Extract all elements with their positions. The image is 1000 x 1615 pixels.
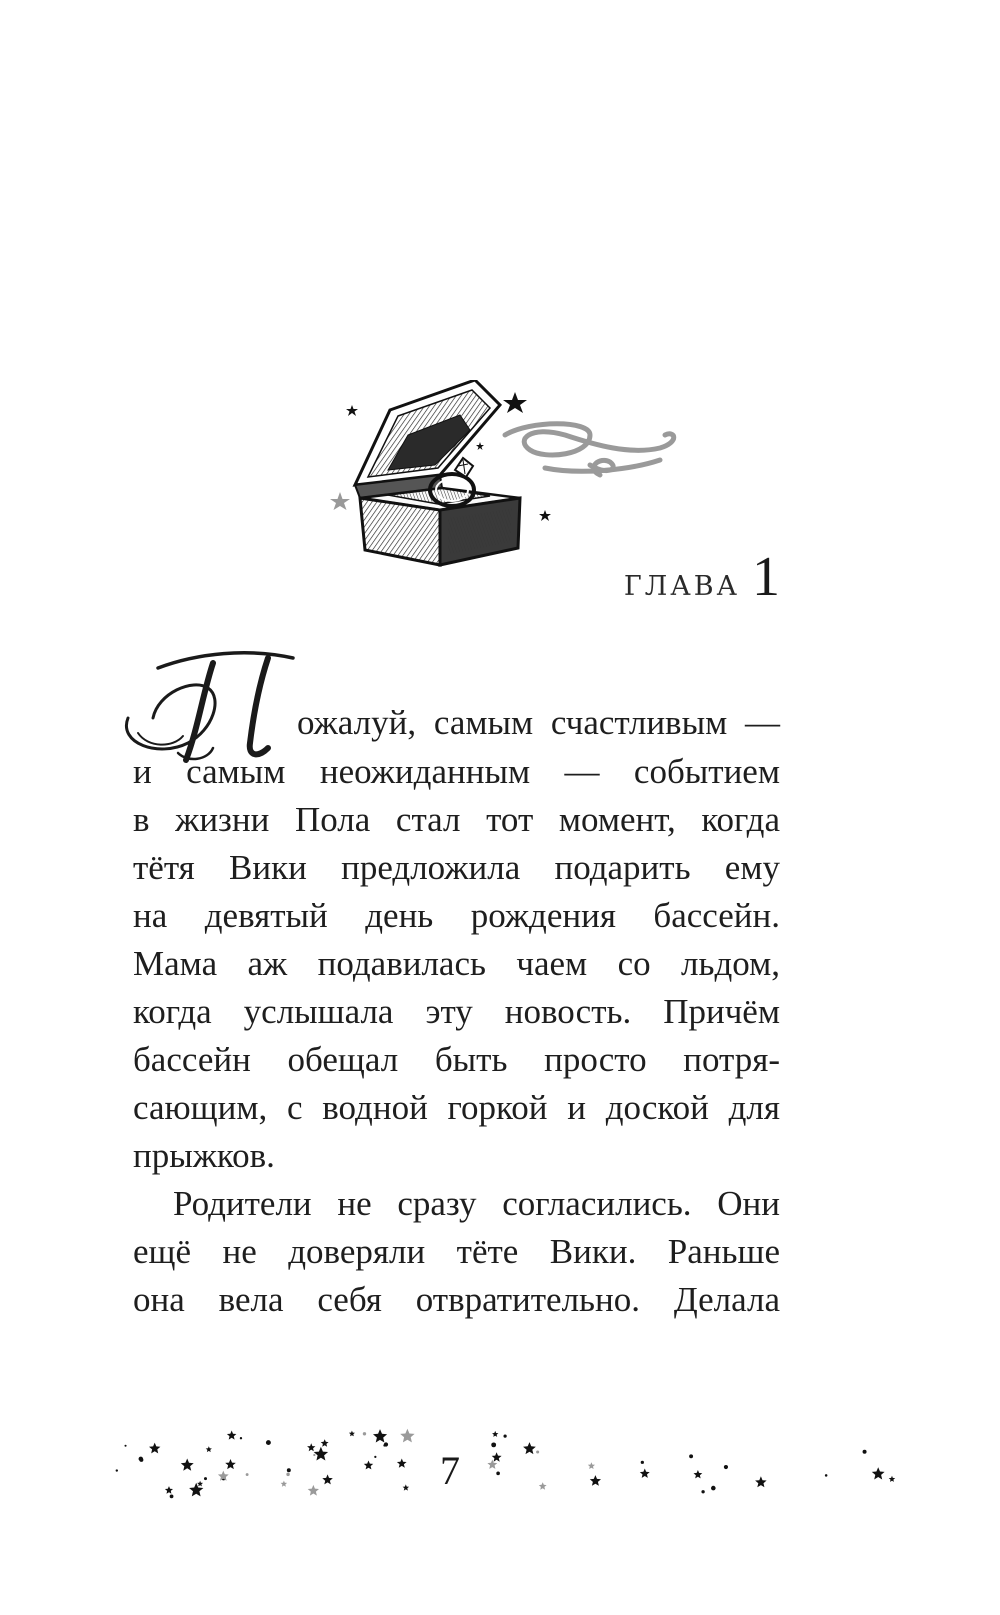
dot-ornament [863, 1450, 867, 1454]
dot-ornament [374, 1456, 376, 1458]
star-icon [590, 1475, 601, 1486]
drop-cap [118, 648, 308, 768]
star-icon [487, 1460, 497, 1469]
dot-ornament [266, 1440, 271, 1445]
text-line: и самым неожиданным — событием [133, 752, 780, 791]
dot-ornament [383, 1444, 385, 1446]
text-line: Мама аж подавилась чаем со льдом, [133, 944, 780, 983]
chapter-number: 1 [752, 546, 780, 608]
star-icon [640, 1469, 650, 1478]
dot-ornament [641, 1461, 644, 1464]
star-icon [149, 1443, 160, 1454]
star-icon [346, 405, 358, 416]
star-icon [400, 1429, 414, 1443]
text-line: ожалуй, самым счастливым — [297, 703, 780, 742]
star-icon [308, 1485, 319, 1496]
star-icon [889, 1476, 896, 1482]
star-icon [492, 1431, 498, 1437]
text-line: на девятый день рождения бассейн. [133, 896, 780, 935]
star-icon [476, 442, 484, 450]
star-icon [225, 1459, 236, 1469]
star-icon [755, 1476, 767, 1487]
dot-ornament [701, 1490, 704, 1493]
star-icon [181, 1459, 194, 1471]
star-icon [539, 510, 551, 521]
star-icon [872, 1467, 885, 1479]
dot-ornament [825, 1474, 828, 1477]
footer-stars-ornament [90, 1410, 910, 1520]
page-number: 7 [440, 1448, 460, 1493]
star-icon [314, 1447, 328, 1461]
flourish-ornament [505, 424, 674, 475]
star-icon [322, 1474, 333, 1484]
star-icon [694, 1470, 703, 1478]
text-line: тётя Вики предложила подарить ему [133, 848, 780, 887]
dot-ornament [724, 1465, 728, 1469]
star-icon [523, 1442, 536, 1454]
text-line: Родители не сразу согласились. Они [173, 1184, 780, 1223]
star-icon [539, 1482, 547, 1490]
dot-ornament [491, 1442, 496, 1447]
text-line: в жизни Пола стал тот момент, когда [133, 800, 780, 839]
dot-ornament [287, 1468, 291, 1472]
star-icon [165, 1486, 173, 1494]
text-line: бассейн обещал быть просто потря- [133, 1040, 780, 1079]
dot-ornament [313, 1454, 315, 1456]
dot-ornament [711, 1486, 716, 1491]
dot-ornament [204, 1477, 207, 1480]
chapter-label: ГЛАВА [623, 571, 740, 602]
dot-ornament [286, 1473, 289, 1476]
star-icon [364, 1461, 373, 1470]
text-line: она вела себя отвратительно. Делала [133, 1280, 780, 1319]
dot-ornament [536, 1450, 539, 1453]
drop-cap-letter: П [118, 648, 119, 649]
chapter-heading [610, 545, 780, 615]
text-line: ещё не доверяли тёте Вики. Раньше [133, 1232, 780, 1271]
dot-ornament [496, 1472, 500, 1476]
text-line: сающим, с водной горкой и доской для [133, 1088, 780, 1127]
star-icon [206, 1446, 212, 1452]
star-icon [330, 492, 350, 510]
dot-ornament [139, 1457, 143, 1461]
dot-ornament [240, 1437, 242, 1439]
ring-box-icon [355, 380, 520, 565]
star-icon [307, 1443, 315, 1451]
dot-ornament [363, 1432, 366, 1435]
text-line: прыжков. [133, 1136, 275, 1175]
star-icon [373, 1429, 387, 1442]
dot-ornament [116, 1469, 118, 1471]
dot-ornament [503, 1434, 506, 1437]
star-icon [503, 392, 527, 413]
star-icon [197, 1481, 203, 1487]
dot-ornament [170, 1495, 174, 1499]
star-icon [588, 1462, 595, 1469]
star-icon [281, 1481, 288, 1487]
star-icon [397, 1459, 407, 1468]
text-line: когда услышала эту новость. Причём [133, 992, 780, 1031]
star-icon [349, 1431, 355, 1437]
star-icon [492, 1452, 502, 1461]
dot-ornament [246, 1473, 249, 1476]
star-icon [403, 1484, 410, 1490]
dot-ornament [689, 1454, 693, 1458]
star-icon [227, 1431, 237, 1440]
star-icon [321, 1439, 329, 1447]
dot-ornament [124, 1445, 126, 1447]
